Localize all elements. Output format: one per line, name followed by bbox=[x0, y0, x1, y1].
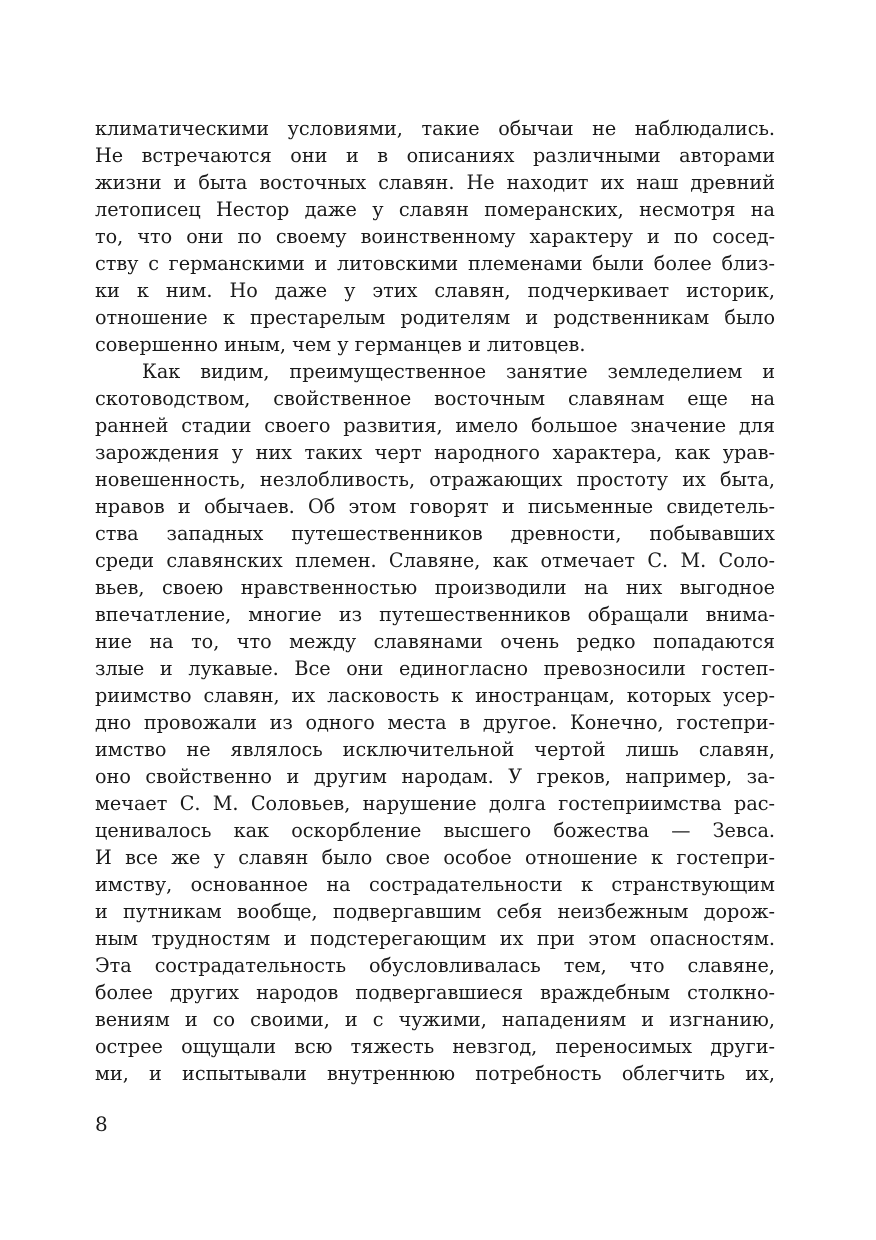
paragraph-1 bbox=[95, 115, 775, 358]
text-line: жизни и быта восточных славян. Не находит их наш древний bbox=[95, 171, 775, 194]
text-line: оно свойственно и другим народам. У греков, например, за- bbox=[95, 765, 775, 788]
text-line: новешенность, незлобливость, отражающих простоту их быта, bbox=[95, 468, 775, 491]
text-line: летописец Нестор даже у славян померанских, несмотря на bbox=[95, 198, 775, 221]
text-line: совершенно иным, чем у германцев и литовцев. bbox=[95, 333, 586, 356]
text-line: ству с германскими и литовскими племенами были более близ- bbox=[95, 252, 775, 275]
text-line: климатическими условиями, такие обычаи не наблюдались. bbox=[95, 117, 775, 140]
text-line: острее ощущали всю тяжесть невзгод, переносимых други- bbox=[95, 1035, 775, 1058]
text-line: ценивалось как оскорбление высшего божества — Зевса. bbox=[95, 819, 775, 842]
text-line: дно провожали из одного места в другое. Конечно, гостепри- bbox=[95, 711, 775, 734]
text-line: отношение к престарелым родителям и родственникам было bbox=[95, 306, 775, 329]
text-line: ми, и испытывали внутреннюю потребность облегчить их, bbox=[95, 1062, 775, 1085]
text-line: скотоводством, свойственное восточным славянам еще на bbox=[95, 387, 775, 410]
text-line: злые и лукавые. Все они единогласно превозносили гостеп- bbox=[95, 657, 775, 680]
text-line: более других народов подвергавшиеся враждебным столкно- bbox=[95, 981, 775, 1004]
text-line: вьев, своею нравственностью производили на них выгодное bbox=[95, 576, 775, 599]
text-line: риимство славян, их ласковость к иностранцам, которых усер- bbox=[95, 684, 775, 707]
text-line: ным трудностям и подстерегающим их при этом опасностям. bbox=[95, 927, 775, 950]
text-line: имство не являлось исключительной чертой лишь славян, bbox=[95, 738, 775, 761]
text-line: нравов и обычаев. Об этом говорят и письменные свидетель- bbox=[95, 495, 775, 518]
text-line: ние на то, что между славянами очень редко попадаются bbox=[95, 630, 775, 653]
text-line: Не встречаются они и в описаниях различными авторами bbox=[95, 144, 775, 167]
text-line: зарождения у них таких черт народного характера, как урав- bbox=[95, 441, 775, 464]
body-text bbox=[95, 115, 775, 1087]
text-line: ства западных путешественников древности, побывавших bbox=[95, 522, 775, 545]
text-line: ранней стадии своего развития, имело большое значение для bbox=[95, 414, 775, 437]
text-line: имству, основанное на сострадательности к странствующим bbox=[95, 873, 775, 896]
text-line: мечает С. М. Соловьев, нарушение долга гостеприимства рас- bbox=[95, 792, 775, 815]
paragraph-2 bbox=[95, 358, 775, 1087]
text-line: Как видим, преимущественное занятие земледелием и bbox=[142, 360, 775, 383]
text-line: то, что они по своему воинственному характеру и по сосед- bbox=[95, 225, 775, 248]
text-line: Эта сострадательность обусловливалась тем, что славяне, bbox=[95, 954, 775, 977]
text-line: вениям и со своими, и с чужими, нападениям и изгнанию, bbox=[95, 1008, 775, 1031]
text-line: среди славянских племен. Славяне, как отмечает С. М. Соло- bbox=[95, 549, 775, 572]
text-line: И все же у славян было свое особое отношение к гостепри- bbox=[95, 846, 775, 869]
page-number: 8 bbox=[95, 1112, 108, 1136]
text-line: и путникам вообще, подвергавшим себя неизбежным дорож- bbox=[95, 900, 775, 923]
text-line: ки к ним. Но даже у этих славян, подчеркивает историк, bbox=[95, 279, 775, 302]
text-line: впечатление, многие из путешественников обращали внима- bbox=[95, 603, 775, 626]
